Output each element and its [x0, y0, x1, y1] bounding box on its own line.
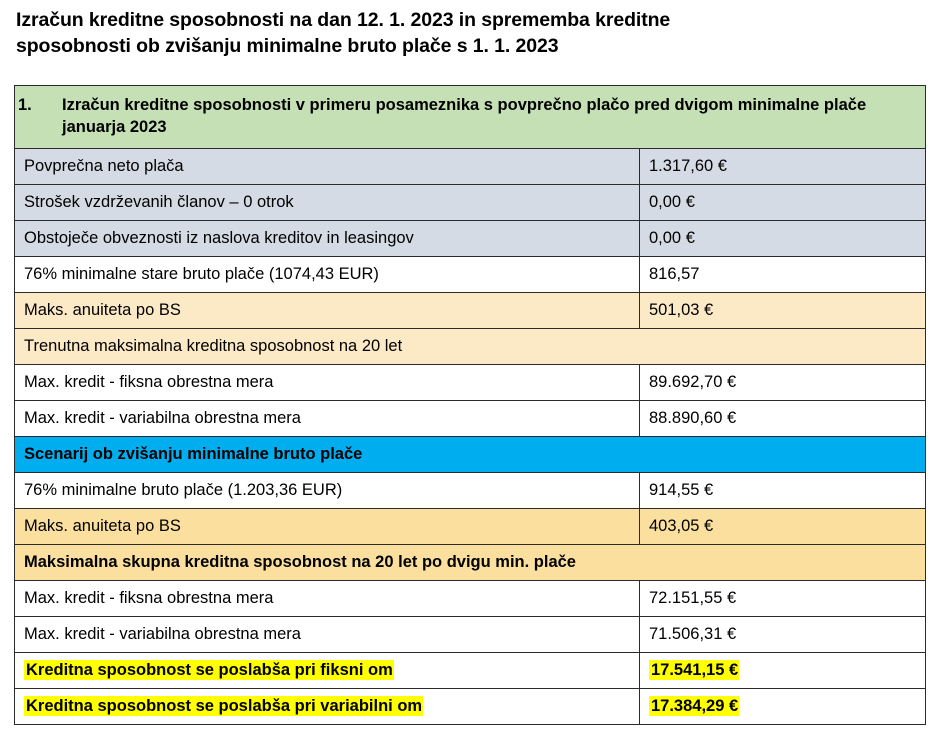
table-body [15, 86, 926, 725]
page-title-line-2: sposobnosti ob zvišanju minimalne bruto plače s 1. 1. 2023 [16, 34, 559, 57]
credit-capacity-table [14, 85, 926, 725]
table-cell-label [15, 329, 926, 365]
row-value: 816,57 [649, 264, 700, 283]
row-label: Povprečna neto plača [24, 156, 184, 175]
table-cell-label [15, 149, 640, 185]
table-cell-label [15, 185, 640, 221]
table-cell-label [15, 293, 640, 329]
row-value: 501,03 € [649, 300, 714, 319]
table-cell-value [640, 581, 926, 617]
table-cell-label [15, 653, 640, 689]
table-row [15, 365, 926, 401]
row-label: Obstoječe obveznosti iz naslova kreditov in leasingov [24, 228, 414, 247]
table-cell-label [15, 437, 926, 473]
table-cell-value [640, 401, 926, 437]
table-row [15, 257, 926, 293]
table-cell-label [15, 221, 640, 257]
row-value: 0,00 € [649, 192, 695, 211]
table-cell-label [15, 509, 640, 545]
table-cell-value [640, 257, 926, 293]
table-row [15, 581, 926, 617]
row-label: Kreditna sposobnost se poslabša pri fiksni om [26, 660, 393, 679]
table-row [15, 329, 926, 365]
table-cell-label [15, 581, 640, 617]
table-cell-value [640, 473, 926, 509]
table-cell-label [15, 545, 926, 581]
row-label: Max. kredit - variabilna obrestna mera [24, 408, 301, 427]
row-label: Trenutna maksimalna kreditna sposobnost na 20 let [24, 336, 403, 355]
table-cell-label [15, 689, 640, 725]
row-label: Maks. anuiteta po BS [24, 516, 181, 535]
table-row [15, 545, 926, 581]
table-row [15, 437, 926, 473]
row-value: 72.151,55 € [649, 588, 737, 607]
table-cell-value [640, 653, 926, 689]
table-cell-label [15, 257, 640, 293]
table-row [15, 473, 926, 509]
table-row [15, 653, 926, 689]
table-row [15, 617, 926, 653]
row-label: Max. kredit - variabilna obrestna mera [24, 624, 301, 643]
table-cell-label [15, 473, 640, 509]
row-value: 0,00 € [649, 228, 695, 247]
section-header-cell [15, 86, 926, 149]
table-row [15, 185, 926, 221]
table-cell-value [640, 221, 926, 257]
row-label: Maks. anuiteta po BS [24, 300, 181, 319]
row-value: 71.506,31 € [649, 624, 737, 643]
table-row [15, 221, 926, 257]
row-value: 403,05 € [649, 516, 714, 535]
table-cell-value [640, 293, 926, 329]
table-row [15, 509, 926, 545]
table-row [15, 149, 926, 185]
table-cell-value [640, 689, 926, 725]
table-section-header-row [15, 86, 926, 149]
table-cell-value [640, 185, 926, 221]
table-cell-value [640, 149, 926, 185]
row-label: 76% minimalne stare bruto plače (1074,43 EUR) [24, 264, 379, 283]
table-cell-label [15, 617, 640, 653]
row-value: 17.541,15 € [651, 660, 739, 679]
table-cell-value [640, 365, 926, 401]
row-value: 1.317,60 € [649, 156, 727, 175]
table-row [15, 401, 926, 437]
table-cell-value [640, 617, 926, 653]
row-label: Max. kredit - fiksna obrestna mera [24, 588, 274, 607]
table-cell-label [15, 365, 640, 401]
table-row [15, 293, 926, 329]
row-label: Kreditna sposobnost se poslabša pri variabilni om [26, 696, 423, 715]
section-header-label: Izračun kreditne sposobnosti v primeru posameznika s povprečno plačo pred dvigom minimalne plače januarja 2023 [62, 96, 867, 136]
section-header-text [18, 95, 916, 138]
row-label: Scenarij ob zvišanju minimalne bruto plače [24, 444, 363, 463]
table-cell-label [15, 401, 640, 437]
table-cell-value [640, 509, 926, 545]
row-label: Strošek vzdrževanih članov – 0 otrok [24, 192, 294, 211]
page-title-line-1: Izračun kreditne sposobnosti na dan 12. 1. 2023 in sprememba kreditne [16, 9, 671, 31]
row-label: Maksimalna skupna kreditna sposobnost na 20 let po dvigu min. plače [24, 552, 576, 571]
table-row [15, 689, 926, 725]
section-number: 1. [18, 96, 32, 115]
row-value: 914,55 € [649, 480, 714, 499]
page-title [16, 8, 916, 59]
row-label: 76% minimalne bruto plače (1.203,36 EUR) [24, 480, 343, 499]
row-value: 88.890,60 € [649, 408, 737, 427]
row-value: 17.384,29 € [651, 696, 739, 715]
row-value: 89.692,70 € [649, 372, 737, 391]
row-label: Max. kredit - fiksna obrestna mera [24, 372, 274, 391]
